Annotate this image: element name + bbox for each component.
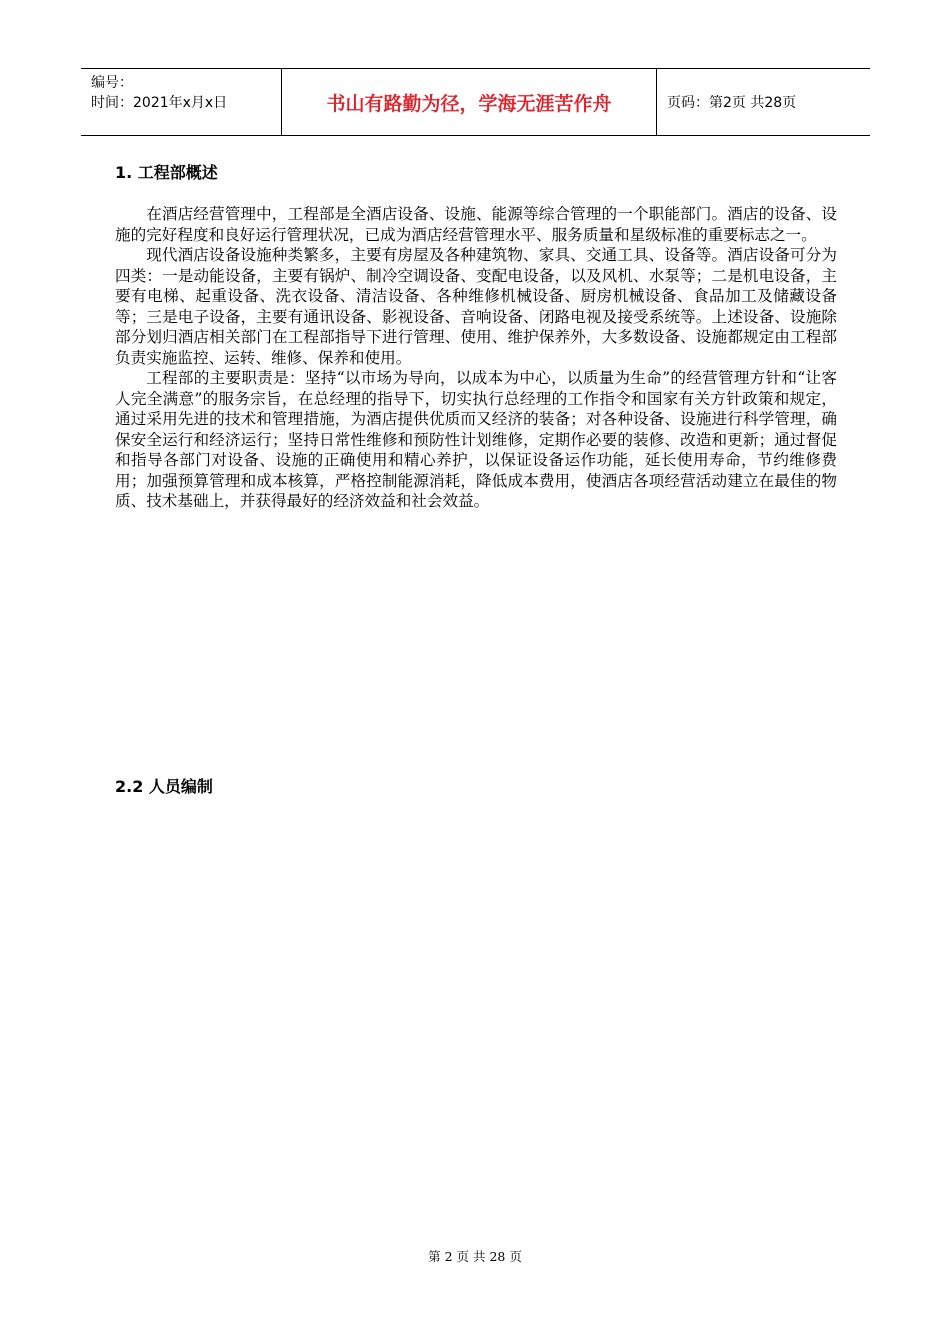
section-title-staffing: 2.2 人员编制 [115, 777, 213, 796]
page-header [81, 68, 870, 136]
header-page-info: 页码：第2页 共28页 [667, 95, 797, 111]
document-number-label: 编号： [91, 75, 133, 91]
header-motto: 书山有路勤为径，学海无涯苦作舟 [282, 69, 657, 135]
paragraph: 现代酒店设备设施种类繁多，主要有房屋及各种建筑物、家具、交通工具、设备等。酒店设备可分为四类：一是动能设备，主要有锅炉、制冷空调设备、变配电设备，以及风机、水泵等；二是机电设备，主要有电梯、起重设备、洗衣设备、清洁设备、各种维修机械设备、厨房机械设备、食品加工及储藏设备等；三是电子设备，主要有通讯设备、影视设备、音响设备、闭路电视及接受系统等。上述设备、设施除部分划归酒店相关部门在工程部指导下进行管理、使用、维护保养外，大多数设备、设施都规定由工程部负责实施监控、运转、维修、保养和使用。 [115, 246, 837, 367]
paragraph: 工程部的主要职责是：坚持“以市场为导向，以成本为中心，以质量为生命”的经营管理方针和“让客人完全满意”的服务宗旨，在总经理的指导下，切实执行总经理的工作指令和国家有关方针政策和规定，通过采用先进的技术和管理措施，为酒店提供优质而又经济的装备；对各种设备、设施进行科学管理，确保安全运行和经济运行；坚持日常性维修和预防性计划维修，定期作必要的装修、改造和更新；通过督促和指导各部门对设备、设施的正确使用和精心养护，以保证设备运作功能，延长使用寿命，节约维修费用；加强预算管理和成本核算，严格控制能源消耗，降低成本费用，使酒店各项经营活动建立在最佳的物质、技术基础上，并获得最好的经济效益和社会效益。 [115, 369, 837, 510]
header-meta [81, 69, 282, 135]
page-footer: 第 2 页 共 28 页 [428, 1249, 522, 1264]
paragraph: 在酒店经营管理中，工程部是全酒店设备、设施、能源等综合管理的一个职能部门。酒店的设备、设施的完好程度和良好运行管理状况，已成为酒店经营管理水平、服务质量和星级标准的重要标志之一。 [115, 205, 837, 244]
overview-body [115, 204, 837, 512]
section-title-overview: 1. 工程部概述 [115, 163, 218, 182]
document-time-label: 时间：2021年x月x日 [91, 95, 228, 111]
